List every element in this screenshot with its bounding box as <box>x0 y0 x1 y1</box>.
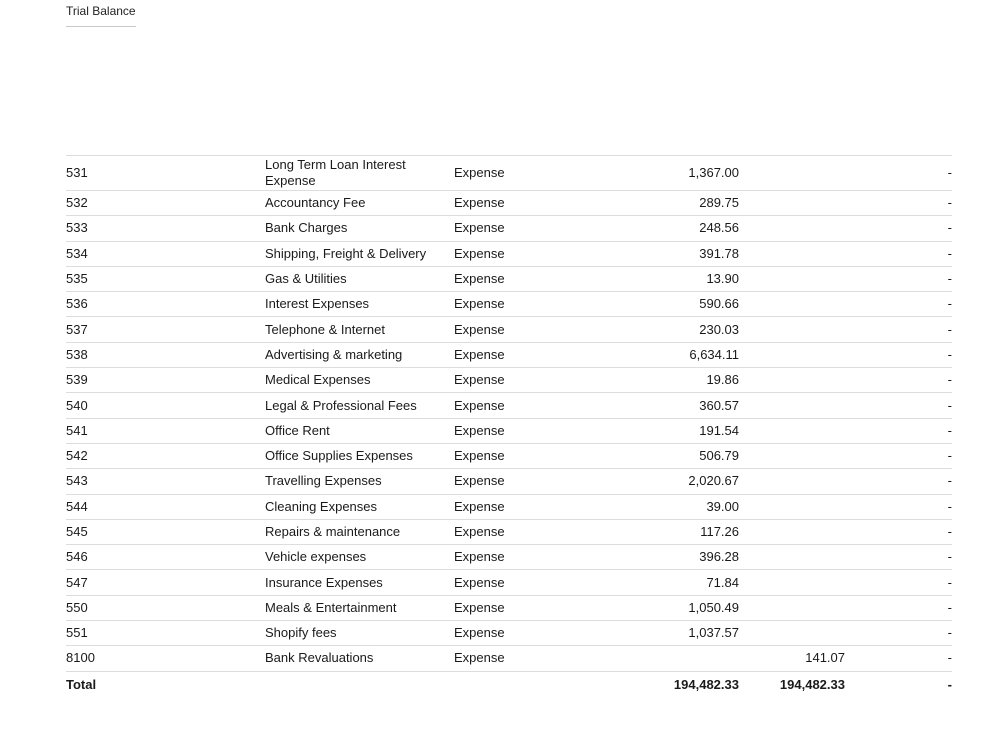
net-amount: - <box>947 165 952 180</box>
table-row <box>66 393 952 418</box>
account-code: 550 <box>66 599 88 615</box>
table-row <box>66 469 952 494</box>
table-row <box>66 266 952 291</box>
total-net: - <box>947 676 952 692</box>
debit-amount: 191.54 <box>699 422 739 438</box>
net-amount: - <box>947 296 952 312</box>
debit-amount: 13.90 <box>706 271 739 287</box>
account-name: Bank Charges <box>265 220 348 236</box>
account-code: 542 <box>66 448 88 464</box>
credit-amount <box>739 519 845 544</box>
total-debit: 194,482.33 <box>673 676 739 692</box>
debit-amount: 39.00 <box>706 498 739 514</box>
net-amount: - <box>947 625 952 641</box>
account-code: 535 <box>66 271 88 287</box>
net-amount: - <box>947 321 952 337</box>
total-row <box>66 671 952 698</box>
table-row <box>66 191 952 216</box>
credit-amount <box>739 545 845 570</box>
debit-amount: 289.75 <box>699 195 739 211</box>
account-code: 531 <box>66 165 88 180</box>
account-name: Bank Revaluations <box>265 650 374 666</box>
account-code: 547 <box>66 574 88 590</box>
account-code: 536 <box>66 296 88 312</box>
debit-amount: 2,020.67 <box>688 473 739 489</box>
account-type: Expense <box>454 473 505 489</box>
debit-amount: 1,367.00 <box>688 165 739 180</box>
credit-amount <box>739 494 845 519</box>
account-code: 533 <box>66 220 88 236</box>
account-name: Accountancy Fee <box>265 195 366 211</box>
account-code: 544 <box>66 498 88 514</box>
page-title: Trial Balance <box>66 4 136 27</box>
credit-amount <box>739 241 845 266</box>
account-type: Expense <box>454 549 505 565</box>
account-type: Expense <box>454 346 505 362</box>
account-code: 539 <box>66 372 88 388</box>
net-amount: - <box>947 448 952 464</box>
debit-amount: 360.57 <box>699 397 739 413</box>
table-row <box>66 418 952 443</box>
debit-amount: 391.78 <box>699 245 739 261</box>
account-code: 541 <box>66 422 88 438</box>
total-type-cell <box>454 671 554 698</box>
net-amount: - <box>947 271 952 287</box>
debit-amount: 396.28 <box>699 549 739 565</box>
account-type: Expense <box>454 220 505 236</box>
credit-amount <box>739 570 845 595</box>
net-amount: - <box>947 372 952 388</box>
account-type: Expense <box>454 599 505 615</box>
account-name: Shipping, Freight & Delivery <box>265 245 427 261</box>
account-type: Expense <box>454 625 505 641</box>
net-amount: - <box>947 397 952 413</box>
credit-amount <box>739 216 845 241</box>
account-code: 543 <box>66 473 88 489</box>
account-type: Expense <box>454 165 505 180</box>
credit-amount: 141.07 <box>805 650 845 666</box>
table-row <box>66 156 952 191</box>
table-row <box>66 595 952 620</box>
debit-amount: 6,634.11 <box>689 346 739 362</box>
account-code: 8100 <box>66 650 95 666</box>
credit-amount <box>739 317 845 342</box>
credit-amount <box>739 595 845 620</box>
account-type: Expense <box>454 372 505 388</box>
table-row <box>66 292 952 317</box>
account-name: Office Rent <box>265 422 330 438</box>
table-row <box>66 317 952 342</box>
account-type: Expense <box>454 321 505 337</box>
net-amount: - <box>947 422 952 438</box>
net-amount: - <box>947 650 952 666</box>
total-name-cell <box>265 671 454 698</box>
credit-amount <box>739 342 845 367</box>
net-amount: - <box>947 549 952 565</box>
account-name: Telephone & Internet <box>265 321 385 337</box>
debit-amount: 590.66 <box>699 296 739 312</box>
net-amount: - <box>947 524 952 539</box>
account-type: Expense <box>454 296 505 312</box>
table-row <box>66 519 952 544</box>
account-type: Expense <box>454 574 505 590</box>
account-type: Expense <box>454 245 505 261</box>
net-amount: - <box>947 473 952 489</box>
account-code: 532 <box>66 195 88 211</box>
credit-amount <box>739 418 845 443</box>
credit-amount <box>739 621 845 646</box>
table-row <box>66 494 952 519</box>
account-name: Advertising & marketing <box>265 346 403 362</box>
credit-amount <box>739 469 845 494</box>
table-row <box>66 570 952 595</box>
net-amount: - <box>947 599 952 615</box>
account-code: 537 <box>66 321 88 337</box>
debit-amount: 19.86 <box>706 372 739 388</box>
debit-amount: 506.79 <box>699 448 739 464</box>
credit-amount <box>739 156 845 191</box>
table-body <box>66 156 952 672</box>
account-name: Cleaning Expenses <box>265 498 378 514</box>
account-name: Shopify fees <box>265 625 337 641</box>
account-name: Repairs & maintenance <box>265 524 401 539</box>
account-name: Office Supplies Expenses <box>265 448 413 464</box>
account-code: 534 <box>66 245 88 261</box>
trial-balance-table <box>66 155 952 698</box>
credit-amount <box>739 443 845 468</box>
total-label: Total <box>66 676 97 692</box>
credit-amount <box>739 266 845 291</box>
credit-amount <box>739 393 845 418</box>
account-code: 538 <box>66 346 88 362</box>
debit-amount: 1,037.57 <box>688 625 739 641</box>
credit-amount <box>739 292 845 317</box>
net-amount: - <box>947 574 952 590</box>
account-code: 540 <box>66 397 88 413</box>
account-type: Expense <box>454 524 505 539</box>
table-row <box>66 621 952 646</box>
table-row <box>66 646 952 671</box>
debit-amount: 248.56 <box>699 220 739 236</box>
account-type: Expense <box>454 397 505 413</box>
credit-amount <box>739 368 845 393</box>
account-type: Expense <box>454 498 505 514</box>
table-row <box>66 368 952 393</box>
account-type: Expense <box>454 422 505 438</box>
net-amount: - <box>947 498 952 514</box>
table-row <box>66 216 952 241</box>
net-amount: - <box>947 346 952 362</box>
net-amount: - <box>947 245 952 261</box>
account-type: Expense <box>454 650 505 666</box>
account-name: Insurance Expenses <box>265 574 383 590</box>
account-name: Gas & Utilities <box>265 271 347 287</box>
account-type: Expense <box>454 271 505 287</box>
account-type: Expense <box>454 448 505 464</box>
net-amount: - <box>947 220 952 236</box>
account-code: 546 <box>66 549 88 565</box>
account-code: 545 <box>66 524 88 539</box>
table-row <box>66 241 952 266</box>
debit-amount: 117.26 <box>700 524 739 539</box>
account-name: Interest Expenses <box>265 296 370 312</box>
debit-amount <box>554 646 739 671</box>
table-row <box>66 443 952 468</box>
account-name: Long Term Loan Interest Expense <box>265 157 406 188</box>
debit-amount: 230.03 <box>699 321 739 337</box>
account-name: Legal & Professional Fees <box>265 397 417 413</box>
account-code: 551 <box>66 625 88 641</box>
table-row <box>66 342 952 367</box>
credit-amount <box>739 191 845 216</box>
table-row <box>66 545 952 570</box>
account-name: Meals & Entertainment <box>265 599 397 615</box>
account-name: Travelling Expenses <box>265 473 382 489</box>
debit-amount: 71.84 <box>706 574 739 590</box>
account-name: Vehicle expenses <box>265 549 367 565</box>
debit-amount: 1,050.49 <box>688 599 739 615</box>
account-name: Medical Expenses <box>265 372 371 388</box>
net-amount: - <box>947 195 952 211</box>
account-type: Expense <box>454 195 505 211</box>
total-credit: 194,482.33 <box>779 676 845 692</box>
